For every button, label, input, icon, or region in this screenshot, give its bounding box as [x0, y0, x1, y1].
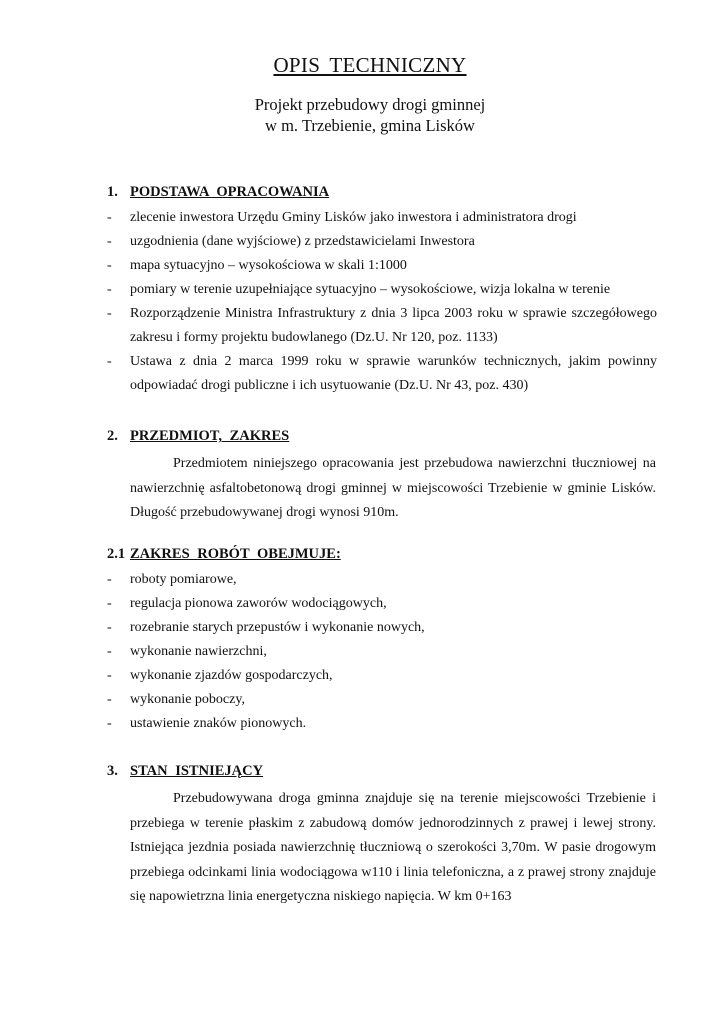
list-item — [107, 568, 657, 592]
list-dash: - — [107, 596, 112, 611]
document-subtitle-line1: Projekt przebudowy drogi gminnej — [254, 95, 486, 114]
section-2-title: PRZEDMIOT, ZAKRES — [130, 428, 290, 444]
section-2-1-heading — [107, 546, 341, 563]
list-item-text: wykonanie poboczy, — [130, 692, 245, 707]
section-2-1-title: ZAKRES ROBÓT OBEJMUJE: — [130, 546, 341, 562]
list-item — [107, 688, 657, 712]
list-item-text: pomiary w terenie uzupełniające sytuacyjno – wysokościowe, wizja lokalna w terenie — [130, 282, 611, 297]
list-dash: - — [107, 692, 112, 707]
list-item-text: regulacja pionowa zaworów wodociągowych, — [130, 596, 387, 611]
list-dash: - — [107, 282, 112, 297]
list-item-text: Rozporządzenie Ministra Infrastruktury z dnia 3 lipca 2003 roku w sprawie szczegółowego zakresu i formy projektu budowlanego (Dz.U. Nr 120, poz. 1133) — [130, 306, 657, 345]
list-item — [107, 664, 657, 688]
section-2-paragraph: Przedmiotem niniejszego opracowania jest przebudowa nawierzchni tłuczniowej na nawierzchnię asfaltobetonową drogi gminnej w miejscowości Trzebienie w gminie Lisków. Długość przebudowywanej drogi wynosi 910m. — [130, 456, 656, 520]
document-subtitle-line2: w m. Trzebienie, gmina Lisków — [265, 116, 475, 135]
section-2-number: 2. — [107, 428, 118, 444]
list-item — [107, 350, 657, 398]
section-2-1-list — [107, 568, 657, 736]
section-1-heading — [107, 184, 329, 201]
list-item-text: ustawienie znaków pionowych. — [130, 716, 307, 731]
list-item-text: zlecenie inwestora Urzędu Gminy Lisków jako inwestora i administratora drogi — [130, 210, 577, 225]
section-2-1-number: 2.1 — [107, 546, 126, 562]
list-item-text: roboty pomiarowe, — [130, 572, 237, 587]
list-dash: - — [107, 572, 112, 587]
list-dash: - — [107, 644, 112, 659]
section-3-paragraph: Przebudowywana droga gminna znajduje się na terenie miejscowości Trzebienie i przebiega w terenie płaskim z zabudową domów jednorodzinnych z prawej i lewej strony. Istniejąca jezdnia posiada nawierzchnię tłuczniową o szerokości 3,70m. W pasie drogowym przebiega odcinkami linia wodociągowa w110 i linia telefoniczna, a z prawej strony znajduje się napowietrzna linia energetyczna niskiego napięcia. W km 0+163 — [130, 791, 656, 904]
list-item-text: uzgodnienia (dane wyjściowe) z przedstawicielami Inwestora — [130, 234, 475, 249]
list-item — [107, 712, 657, 736]
document-title: OPIS TECHNICZNY — [273, 53, 467, 77]
section-3-heading — [107, 763, 263, 780]
list-dash: - — [107, 620, 112, 635]
list-item — [107, 640, 657, 664]
list-item-text: Ustawa z dnia 2 marca 1999 roku w sprawie warunków technicznych, jakim powinny odpowiadać drogi publiczne i ich usytuowanie (Dz.U. Nr 43, poz. 430) — [130, 354, 657, 393]
section-3-title: STAN ISTNIEJĄCY — [130, 763, 264, 779]
list-dash: - — [107, 668, 112, 683]
list-item — [107, 278, 657, 302]
list-item — [107, 616, 657, 640]
section-2-heading — [107, 428, 289, 445]
list-dash: - — [107, 210, 112, 225]
section-1-number: 1. — [107, 184, 118, 200]
list-item — [107, 230, 657, 254]
list-item-text: wykonanie nawierzchni, — [130, 644, 267, 659]
list-item-text: mapa sytuacyjno – wysokościowa w skali 1:1000 — [130, 258, 407, 273]
section-1-title: PODSTAWA OPRACOWANIA — [130, 184, 330, 200]
list-dash: - — [107, 354, 112, 369]
list-dash: - — [107, 258, 112, 273]
list-item-text: wykonanie zjazdów gospodarczych, — [130, 668, 333, 683]
list-item-text: rozebranie starych przepustów i wykonanie nowych, — [130, 620, 425, 635]
list-item — [107, 206, 657, 230]
list-item — [107, 592, 657, 616]
list-dash: - — [107, 716, 112, 731]
section-1-list — [107, 206, 657, 398]
list-item — [107, 302, 657, 350]
list-item — [107, 254, 657, 278]
section-3-number: 3. — [107, 763, 118, 779]
list-dash: - — [107, 306, 112, 321]
list-dash: - — [107, 234, 112, 249]
